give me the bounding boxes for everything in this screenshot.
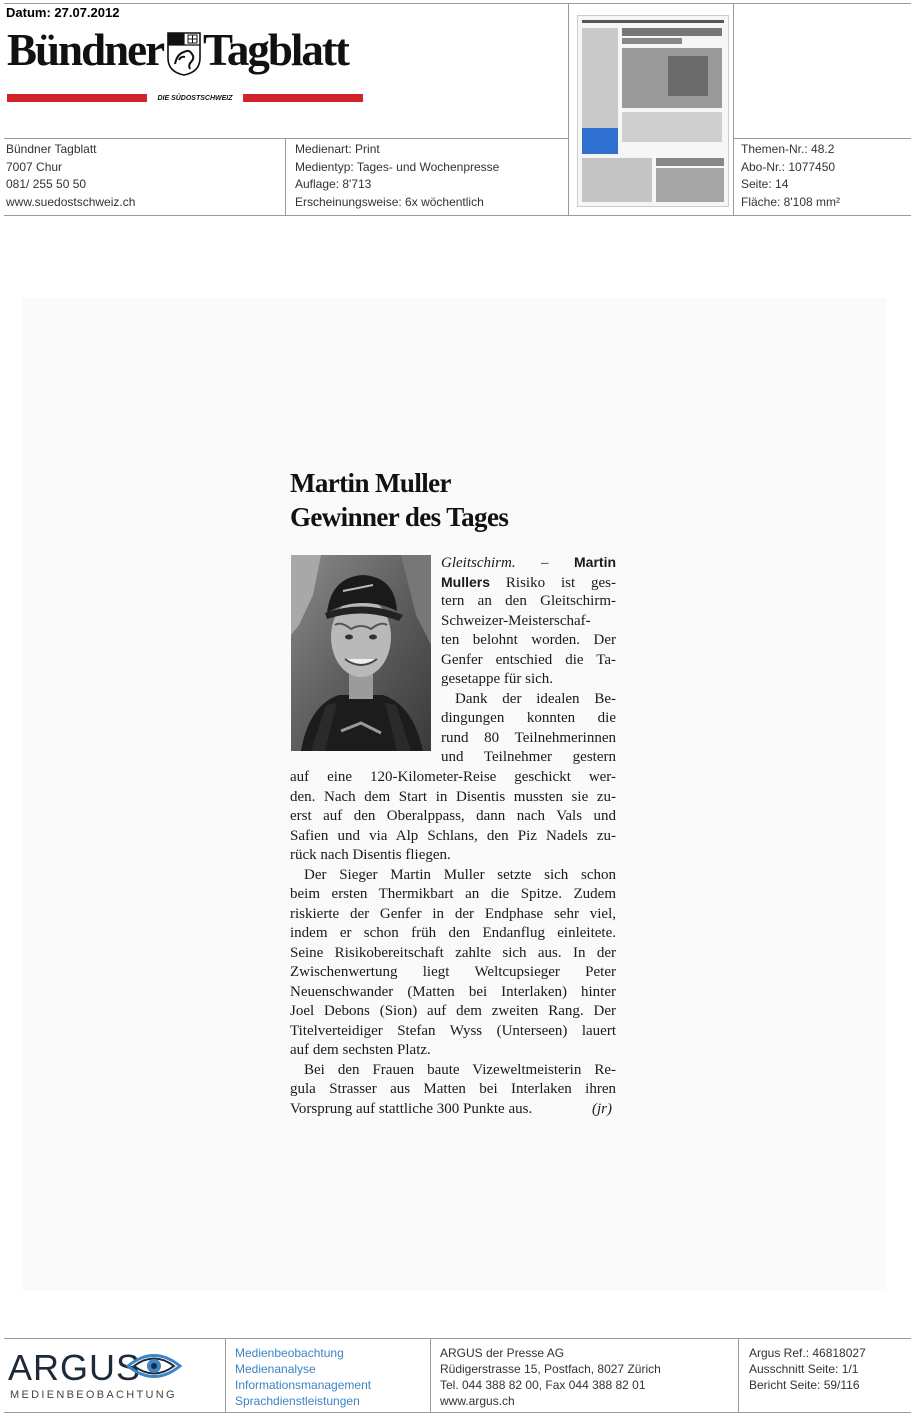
article-column-wide — [290, 768, 616, 1119]
article-line: Bei den Frauen baute Vizeweltmeisterin Re- — [304, 1061, 616, 1078]
article-line: rund 80 Teilnehmerinnen — [441, 729, 616, 746]
service-item: Medienbeobachtung — [235, 1346, 344, 1360]
article-line: tern an den Gleitschirm- — [441, 593, 616, 609]
publisher-name: Bündner Tagblatt — [6, 142, 97, 156]
article-line: den. Nach dem Start in Disentis mussten sie zu- — [290, 788, 616, 805]
article-final-line — [290, 1100, 616, 1120]
service-item: Medienanalyse — [235, 1362, 316, 1376]
article-line: auf eine 120-Kilometer-Reise geschickt wer- — [290, 769, 616, 785]
lead-name: Mullers — [441, 573, 491, 590]
company-website: www.argus.ch — [440, 1394, 515, 1408]
lead-kicker: Gleitschirm. – — [441, 555, 549, 571]
publisher-city: 7007 Chur — [6, 159, 63, 174]
article-line: beim ersten Thermikbart an die Spitze. Zudem — [290, 886, 616, 902]
logo-text-left: Bündner — [7, 25, 164, 75]
publication-logo — [7, 24, 367, 110]
article-line: Joel Debons (Sion) auf dem zweiten Rang. Der — [290, 1003, 616, 1019]
article-line: Seine Risikobereitschaft zahlte sich aus. In der — [290, 944, 616, 961]
argus-services — [235, 1345, 371, 1409]
article-line: Titelverteidiger Stefan Wyss (Unterseen) lauert — [290, 1022, 616, 1039]
media-type: Medienart: Print — [295, 142, 380, 156]
area-size: Fläche: 8'108 mm² — [741, 194, 840, 209]
article-text: Risiko ist ges- — [505, 574, 617, 591]
date-label: Datum: 27.07.2012 — [6, 5, 120, 20]
article-line: gula Strasser aus Matten bei Interlaken ihren — [290, 1081, 616, 1097]
argus-wordmark: ARGUS — [8, 1347, 142, 1388]
article-line: Der Sieger Martin Muller setzte sich schon — [304, 866, 616, 883]
argus-address — [440, 1345, 661, 1409]
publisher-website: www.suedostschweiz.ch — [6, 194, 136, 209]
article-line: indem er schon früh den Endanflug einleitete. — [290, 925, 616, 941]
article-line: Zwischenwertung liegt Weltcupsieger Peter — [290, 964, 616, 980]
company-street: Rüdigerstrasse 15, Postfach, 8027 Zürich — [440, 1362, 661, 1376]
logo-subtitle: DIE SÜDOSTSCHWEIZ — [147, 94, 243, 103]
headline-line: Martin Muller — [290, 468, 451, 498]
eye-icon — [126, 1349, 182, 1383]
article-line — [441, 573, 616, 593]
article-line: und Teilnehmer gestern — [441, 749, 616, 765]
article-line: Safien und via Alp Schlans, den Piz Nadels zu- — [290, 827, 616, 844]
coat-of-arms-icon — [167, 32, 201, 76]
clip-page: Ausschnitt Seite: 1/1 — [749, 1362, 859, 1376]
company-phone: Tel. 044 388 82 00, Fax 044 388 82 01 — [440, 1378, 646, 1392]
article-line: gesetappe für sich. — [441, 671, 554, 687]
reference-info — [741, 141, 840, 211]
argus-reference — [749, 1345, 866, 1393]
article-line: riskierte der Genfer in der Endphase sehr viel, — [290, 905, 616, 922]
article-line: erst auf den Oberalppass, dann nach Vals und — [290, 808, 616, 824]
article-line: rück nach Disentis fliegen. — [290, 847, 451, 863]
argus-ref: Argus Ref.: 46818027 — [749, 1346, 866, 1360]
report-page: Bericht Seite: 59/116 — [749, 1378, 860, 1392]
article-headline — [290, 466, 508, 534]
subscription-number: Abo-Nr.: 1077450 — [741, 159, 836, 174]
company-name: ARGUS der Presse AG — [440, 1346, 565, 1360]
argus-subtitle: MEDIENBEOBACHTUNG — [10, 1389, 177, 1401]
page-number: Seite: 14 — [741, 177, 789, 191]
media-category: Medientyp: Tages- und Wochenpresse — [295, 159, 500, 174]
media-info — [295, 141, 499, 211]
article-line: Genfer entschied die Ta- — [441, 651, 616, 668]
article-line: dingungen konnten die — [441, 710, 616, 726]
lead-line — [441, 553, 616, 573]
article-line: Neuenschwander (Matten bei Interlaken) hinter — [290, 983, 616, 1000]
publisher-info — [6, 141, 135, 211]
headline-line: Gewinner des Tages — [290, 502, 509, 532]
logo-text-right: Tagblatt — [203, 25, 348, 75]
article-line: Schweizer-Meisterschaf- — [441, 612, 591, 629]
author-initials: (jr) — [592, 1100, 612, 1117]
service-item: Informationsmanagement — [235, 1378, 372, 1392]
article-column-narrow — [441, 553, 616, 768]
article-line: ten belohnt worden. Der — [441, 632, 616, 648]
lead-name: Martin — [574, 554, 617, 570]
page-thumbnail — [577, 15, 729, 207]
argus-logo — [8, 1347, 177, 1401]
topic-number: Themen-Nr.: 48.2 — [741, 142, 835, 156]
publisher-phone: 081/ 255 50 50 — [6, 177, 87, 191]
frequency: Erscheinungsweise: 6x wöchentlich — [295, 194, 484, 209]
circulation: Auflage: 8'713 — [295, 177, 372, 191]
article-text: Vorsprung auf stattliche 300 Punkte aus. — [290, 1100, 533, 1117]
portrait-photo — [291, 555, 431, 751]
article-line: Dank der idealen Be- — [455, 690, 616, 707]
service-item: Sprachdienstleistungen — [235, 1394, 360, 1408]
article-line: auf dem sechsten Platz. — [290, 1042, 431, 1058]
